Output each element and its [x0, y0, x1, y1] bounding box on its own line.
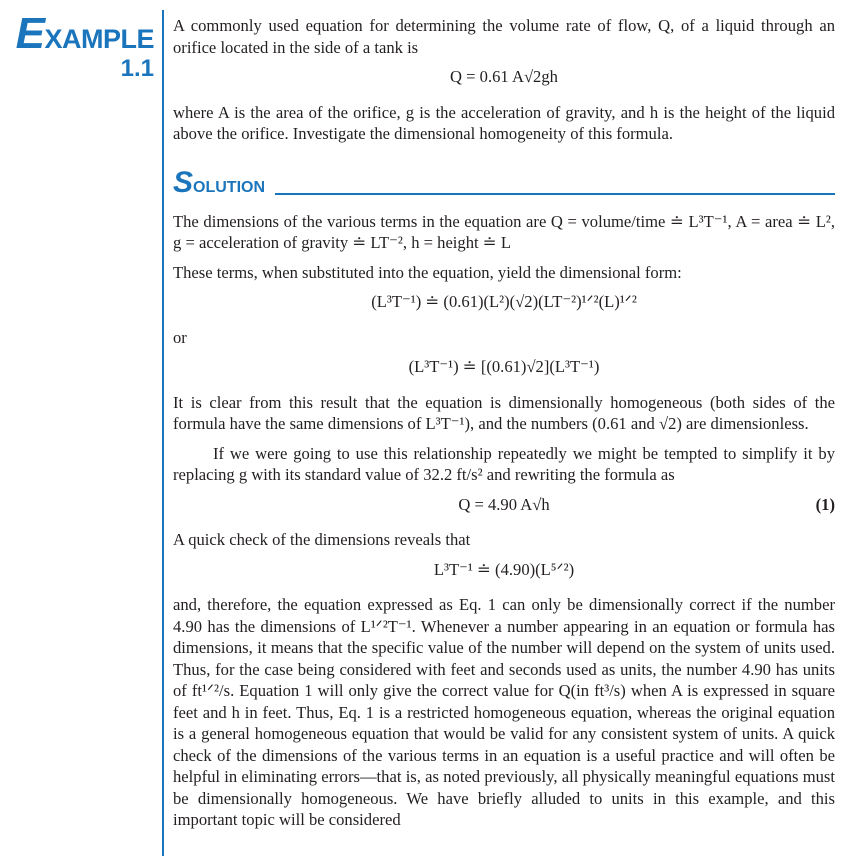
solution-rule [275, 193, 835, 195]
or-text: or [173, 327, 187, 347]
solution-paragraph-2: These terms, when substituted into the equation, yield the dimensional form: [173, 262, 682, 282]
problem-text: where A is the area of the orifice, g is the acceleration of gravity, and h is the height of the liquid above the orifice. Investigate the dimensional homogeneity of this formula. [173, 102, 835, 143]
equation-number: (1) [815, 494, 835, 514]
solution-word [173, 166, 266, 199]
solution-initial: S [173, 166, 194, 199]
example-label [0, 9, 154, 82]
solution-rest: OLUTION [193, 179, 266, 196]
solution-paragraph-1: The dimensions of the various terms in the equation are Q = volume/time ≐ L³T⁻¹, A = area ≐ L², g = acceleration of gravity ≐ LT⁻², h = height ≐ L [173, 211, 835, 252]
simplified-equation [173, 494, 835, 516]
dimensional-equation-1: (L³T⁻¹) ≐ (0.61)(L²)(√2)(LT⁻²)¹ᐟ²(L)¹ᐟ² [371, 292, 637, 311]
solution-heading [173, 157, 835, 201]
example-word [0, 9, 154, 58]
solution-paragraph-4: If we were going to use this relationship repeatedly we might be tempted to simplify it by replacing g with its standard value of 32.2 ft/s² and rewriting the formula as [173, 443, 835, 484]
example-rest: XAMPLE [44, 24, 154, 54]
solution-paragraph-6: and, therefore, the equation expressed as Eq. 1 can only be dimensionally correct if the number 4.90 has the dimensions of L¹ᐟ²T⁻¹. Whenever a number appearing in an equation or formula has dimensions, it means that the specific value of the number will depend on the system of units used. Thus, for the case being considered with feet and seconds used as units, the number 4.90 has units of ft¹ᐟ²/s. Equation 1 will only give the correct value for Q(in ft³/s) when A is expressed in square feet and h in feet. Thus, Eq. 1 is a restricted homogeneous equation, whereas the original equation is a general homogeneous equation that would be valid for any consistent system of units. A quick check of the dimensions of the various terms in an equation is a useful practice and will often be helpful in eliminating errors—that is, as noted previously, all physically meaningful equations must be dimensionally homogeneous. We have briefly alluded to units in this example, and this important topic will be considered [173, 595, 835, 829]
dimensional-equation-3: L³T⁻¹ ≐ (4.90)(L⁵ᐟ²) [433, 559, 575, 579]
orifice-equation: Q = 0.61 A√2gh [450, 67, 558, 86]
vertical-rule [162, 10, 164, 856]
example-content [173, 15, 835, 839]
problem-intro: A commonly used equation for determining the volume rate of flow, Q, of a liquid through an orifice located in the side of a tank is [173, 16, 835, 57]
dimensional-equation-2: (L³T⁻¹) ≐ [(0.61)√2](L³T⁻¹) [408, 357, 600, 376]
solution-paragraph-3: It is clear from this result that the equation is dimensionally homogeneous (both sides of the formula have the same dimensions of L³T⁻¹), and the numbers (0.61 and √2) are dimensionless. [173, 392, 835, 433]
example-initial: E [15, 9, 45, 58]
simplified-equation-text: Q = 4.90 A√h [458, 494, 550, 514]
example-number: 1.1 [120, 55, 154, 82]
solution-paragraph-5: A quick check of the dimensions reveals that [173, 530, 471, 549]
